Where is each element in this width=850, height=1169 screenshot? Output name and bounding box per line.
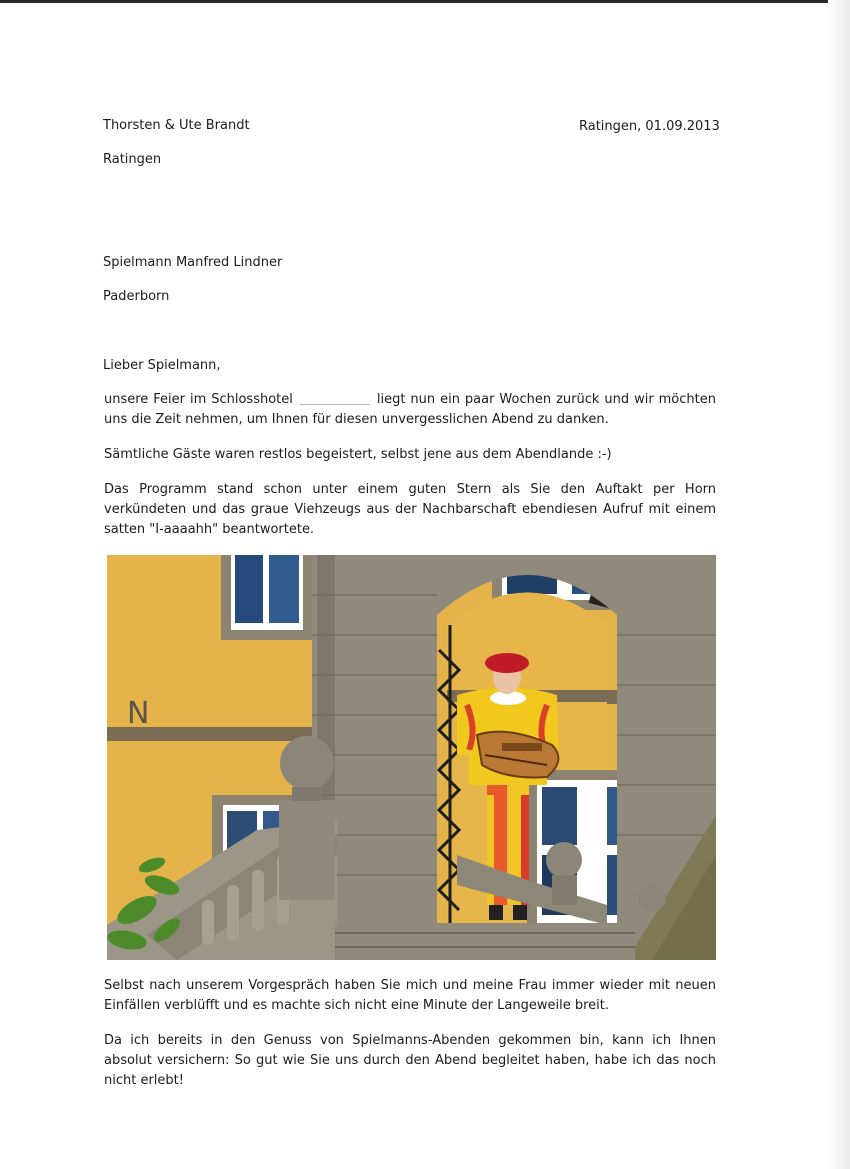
scan-edge-right: [828, 0, 850, 1169]
paragraph-1-start: unsere Feier im Schlosshotel: [104, 392, 293, 407]
recipient-name: Spielmann Manfred Lindner: [103, 255, 283, 270]
paragraph-5: Da ich bereits in den Genuss von Spielmanns-Abenden gekommen bin, kann ich Ihnen absolut versichern: So gut wie Sie uns durch den Abend begleitet haben, habe ich das noch nicht erlebt!: [104, 1033, 716, 1088]
paragraph-1: [104, 390, 716, 430]
sender-name: Thorsten & Ute Brandt: [103, 118, 250, 133]
salutation: Lieber Spielmann,: [103, 358, 221, 373]
paragraph-1-rest: liegt nun ein paar Wochen zurück und wir möchten uns die Zeit nehmen, um Ihnen für diesen unvergesslichen Abend zu danken.: [104, 392, 716, 427]
sender-city: Ratingen: [103, 152, 162, 167]
recipient-city: Paderborn: [103, 289, 170, 304]
wall-letter: N: [127, 696, 150, 731]
photo-minstrel-at-castle: [107, 555, 716, 960]
redacted-hotel-name: [300, 390, 370, 405]
paragraph-3: Das Programm stand schon unter einem guten Stern als Sie den Auftakt per Horn verkündeten und das graue Viehzeugs aus der Nachbarschaft ebendiesen Aufruf mit einem satten "I-aaaahh" beantwortete.: [104, 482, 716, 537]
paragraph-2: Sämtliche Gäste waren restlos begeistert, selbst jene aus dem Abendlande :-): [104, 447, 612, 462]
scan-edge-top: [0, 0, 850, 3]
date-line: Ratingen, 01.09.2013: [579, 119, 720, 134]
paragraph-4: Selbst nach unserem Vorgespräch haben Sie mich und meine Frau immer wieder mit neuen Einfällen verblüfft und es machte sich nicht eine Minute der Langeweile breit.: [104, 978, 716, 1013]
